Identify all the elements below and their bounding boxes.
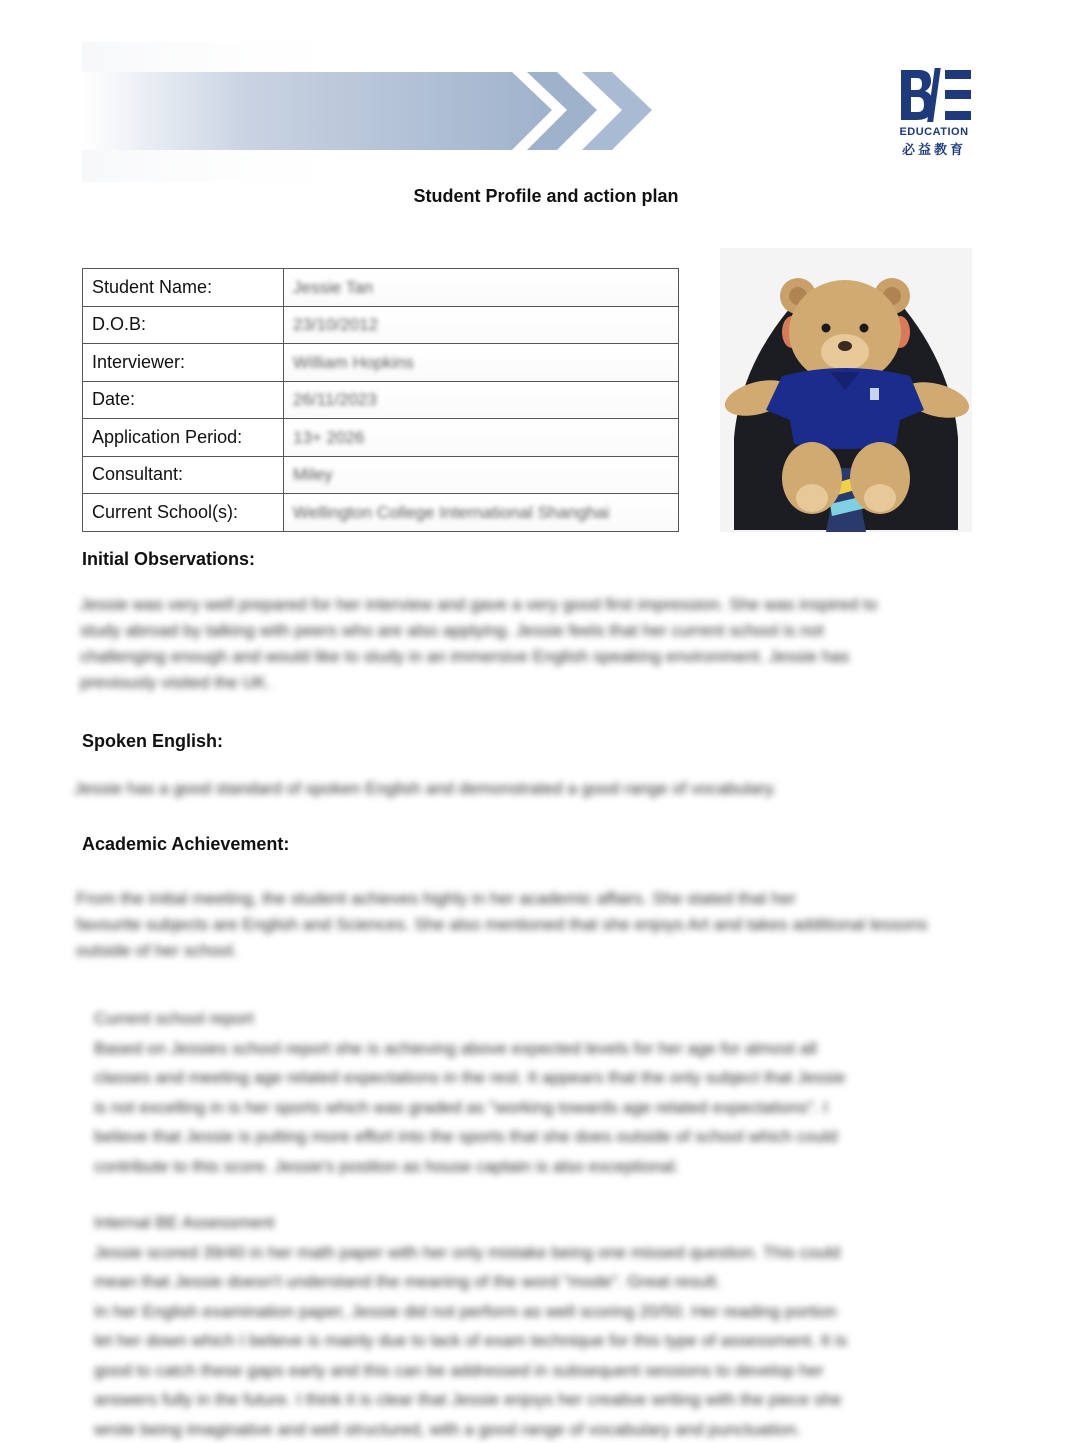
table-row [83,306,679,344]
interviewer-value: William Hopkins [293,352,414,372]
text-line: mean that Jessie doesn't understand the meaning of the word "mode". Great result. [94,1272,721,1291]
text-line: is not excelling in is her sports which was graded as "working towards age related expectations". I [94,1097,828,1117]
initial-observations-text [80,592,990,696]
text-line: Jessie was very well prepared for her interview and gave a very good first impression. She was inspired to [80,595,878,614]
text-line: From the initial meeting, the student achieves highly in her academic affairs. She stated that her [76,889,796,908]
text-line: let her down which I believe is mainly due to lack of exam technique for this type of assessment. It is [94,1331,848,1350]
table-row [83,419,679,457]
text-line: study abroad by talking with peers who are also applying. Jessie feels that her current school is not [80,621,824,640]
banner-arrow-graphic [82,42,662,182]
academic-achievement-text [76,886,1034,964]
document-title: Student Profile and action plan [413,186,679,206]
table-row [83,381,679,419]
spoken-english-heading: Spoken English: [82,731,224,751]
table-row [83,344,679,382]
teddy-bear-photo [720,248,972,532]
student-photo [720,248,972,532]
table-row [83,494,679,532]
subheading: Current school report [94,1009,254,1028]
text-line: outside of her school. [76,941,238,960]
academic-achievement-heading: Academic Achievement: [82,834,290,854]
field-value [284,344,679,382]
field-value [284,456,679,494]
field-label: Date: [83,381,284,419]
field-label: Consultant: [83,456,284,494]
text-line: Jessie has a good standard of spoken English and demonstrated a good range of vocabulary. [74,779,777,798]
table-row [83,269,679,307]
dob-value: 23/10/2012 [293,315,379,335]
text-line: classes and meeting age related expectations in the rest. It appears that the only subject that Jessie [94,1068,846,1087]
text-line: In her English examination paper, Jessie did not perform as well scoring 20/50. Her reading portion [94,1301,837,1321]
text-line: Based on Jessies school report she is achieving above expected levels for her age for almost all [94,1038,817,1058]
initial-observations-heading: Initial Observations: [82,549,256,569]
internal-assessment-text [94,1208,1034,1443]
logo-text-chinese: 必益教育 [901,143,966,158]
date-value: 26/11/2023 [293,390,377,410]
text-line: Jessie scored 39/40 in her math paper with her only mistake being one missed question. This could [94,1242,841,1262]
field-value [284,381,679,419]
be-logo-icon [895,66,973,124]
application-period-value: 13+ 2026 [293,427,365,447]
field-label: Student Name: [83,269,284,307]
header-banner [82,42,662,182]
text-line: good to catch these gaps early and this can be addressed in subsequent sessions to develop her [94,1360,824,1380]
student-info-table [82,268,679,532]
text-line: challenging enough and would like to study in an immersive English speaking environment. Jessie has [80,647,850,666]
field-label: D.O.B: [83,306,284,344]
field-value [284,306,679,344]
field-value [284,269,679,307]
current-school-report-text [94,1004,1034,1181]
text-line: answers fully in the future. I think it is clear that Jessie enjoys her creative writing with the piece she [94,1390,842,1409]
field-label: Interviewer: [83,344,284,382]
spoken-english-text [74,776,874,802]
logo-text-education: EDUCATION [899,126,969,138]
text-line: favourite subjects are English and Sciences. She also mentioned that she enjoys Art and takes additional lessons [76,915,928,934]
text-line: believe that Jessie is putting more effort into the sports that she does outside of school which could [94,1127,838,1146]
subheading: Internal BE Assessment [94,1213,275,1232]
table-row [83,456,679,494]
current-school-value: Wellington College International Shanghai [293,502,610,522]
field-value [284,494,679,532]
text-line: contribute to this score. Jessie's position as house captain is also exceptional. [94,1156,680,1176]
text-line: previously visited the UK. [80,673,271,692]
field-value [284,419,679,457]
field-label: Application Period: [83,419,284,457]
company-logo [892,66,976,158]
text-line: wrote being imaginative and well structured, with a good range of vocabulary and punctuation. [94,1419,801,1439]
field-label: Current School(s): [83,494,284,532]
consultant-value: Miley [293,465,333,485]
student-name-value: Jessie Tan [293,277,374,297]
